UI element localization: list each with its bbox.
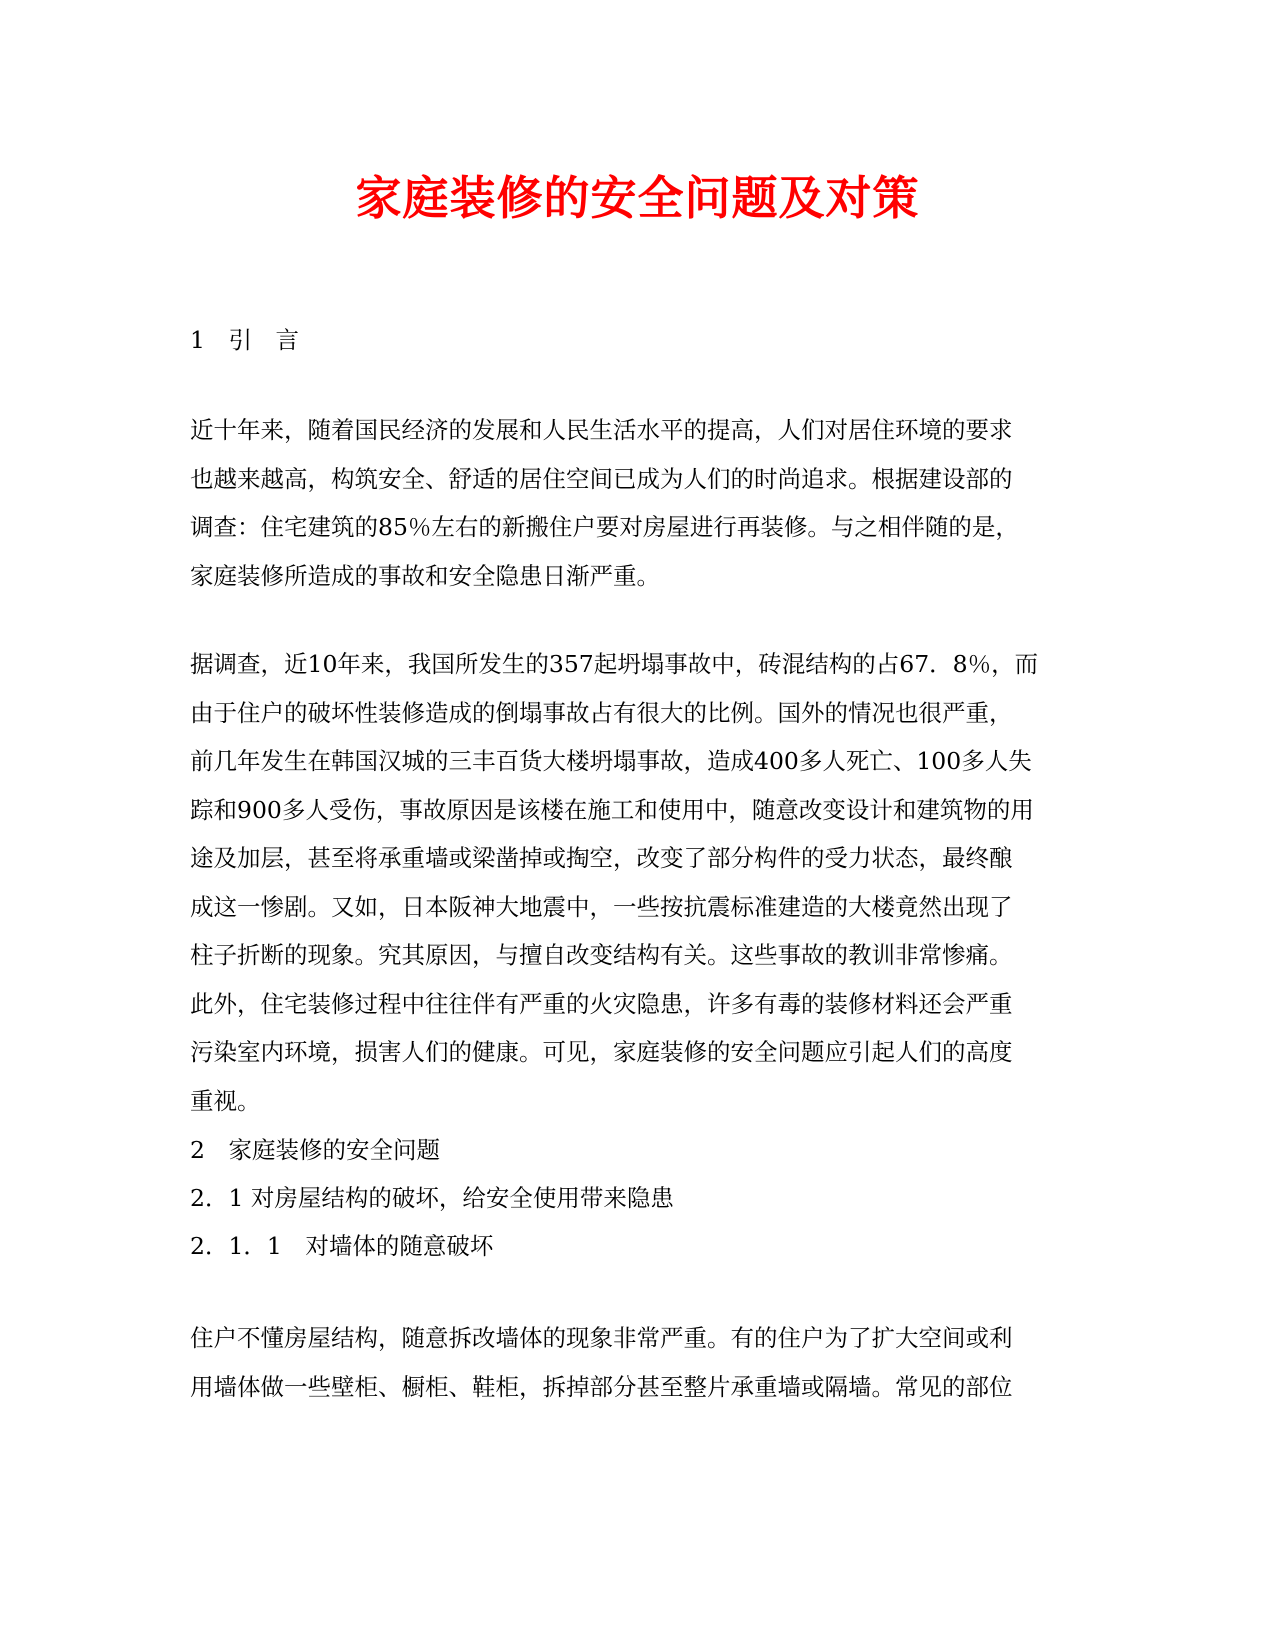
section-2-heading: 2 家庭装修的安全问题: [190, 1136, 440, 1164]
paragraph-line: 也越来越高，构筑安全、舒适的居住空间已成为人们的时尚追求。根据建设部的: [190, 464, 1013, 493]
paragraph-line: 重视。: [190, 1086, 261, 1115]
paragraph-1: [190, 406, 1080, 600]
paragraph-2: [190, 640, 1080, 1125]
paragraph-line: 调查：住宅建筑的85％左右的新搬住户要对房屋进行再装修。与之相伴随的是，: [190, 513, 1019, 541]
section-1-heading: 1 引 言: [190, 326, 299, 354]
paragraph-line: 途及加层，甚至将承重墙或梁凿掉或掏空，改变了部分构件的受力状态，最终酿: [190, 844, 1013, 872]
paragraph-line: 柱子折断的现象。究其原因，与擅自改变结构有关。这些事故的教训非常惨痛。: [190, 941, 1013, 969]
paragraph-line: 前几年发生在韩国汉城的三丰百货大楼坍塌事故，造成400多人死亡、100多人失: [190, 747, 1032, 775]
paragraph-line: 家庭装修所造成的事故和安全隐患日渐严重。: [190, 561, 660, 590]
paragraph-3: [190, 1314, 1080, 1411]
paragraph-line: 据调查，近10年来，我国所发生的357起坍塌事故中，砖混结构的占67．8％，而: [190, 650, 1039, 678]
paragraph-line: 近十年来，随着国民经济的发展和人民生活水平的提高，人们对居住环境的要求: [190, 416, 1013, 444]
paragraph-line: 住户不懂房屋结构，随意拆改墙体的现象非常严重。有的住户为了扩大空间或利: [190, 1324, 1013, 1352]
section-2-1-1-heading: 2．1．1 对墙体的随意破坏: [190, 1232, 494, 1260]
paragraph-line: 踪和900多人受伤，事故原因是该楼在施工和使用中，随意改变设计和建筑物的用: [190, 795, 1034, 824]
paragraph-line: 污染室内环境，损害人们的健康。可见，家庭装修的安全问题应引起人们的高度: [190, 1038, 1013, 1066]
document-title: 家庭装修的安全问题及对策: [355, 171, 920, 225]
paragraph-line: 成这一惨剧。又如，日本阪神大地震中，一些按抗震标准建造的大楼竟然出现了: [190, 892, 1013, 921]
paragraph-line: 由于住户的破坏性装修造成的倒塌事故占有很大的比例。国外的情况也很严重，: [190, 698, 1013, 727]
paragraph-line: 用墙体做一些壁柜、橱柜、鞋柜，拆掉部分甚至整片承重墙或隔墙。常见的部位: [190, 1372, 1013, 1401]
paragraph-line: 此外，住宅装修过程中往往伴有严重的火灾隐患，许多有毒的装修材料还会严重: [190, 989, 1013, 1018]
section-2-1-heading: 2．1 对房屋结构的破坏，给安全使用带来隐患: [190, 1184, 674, 1212]
